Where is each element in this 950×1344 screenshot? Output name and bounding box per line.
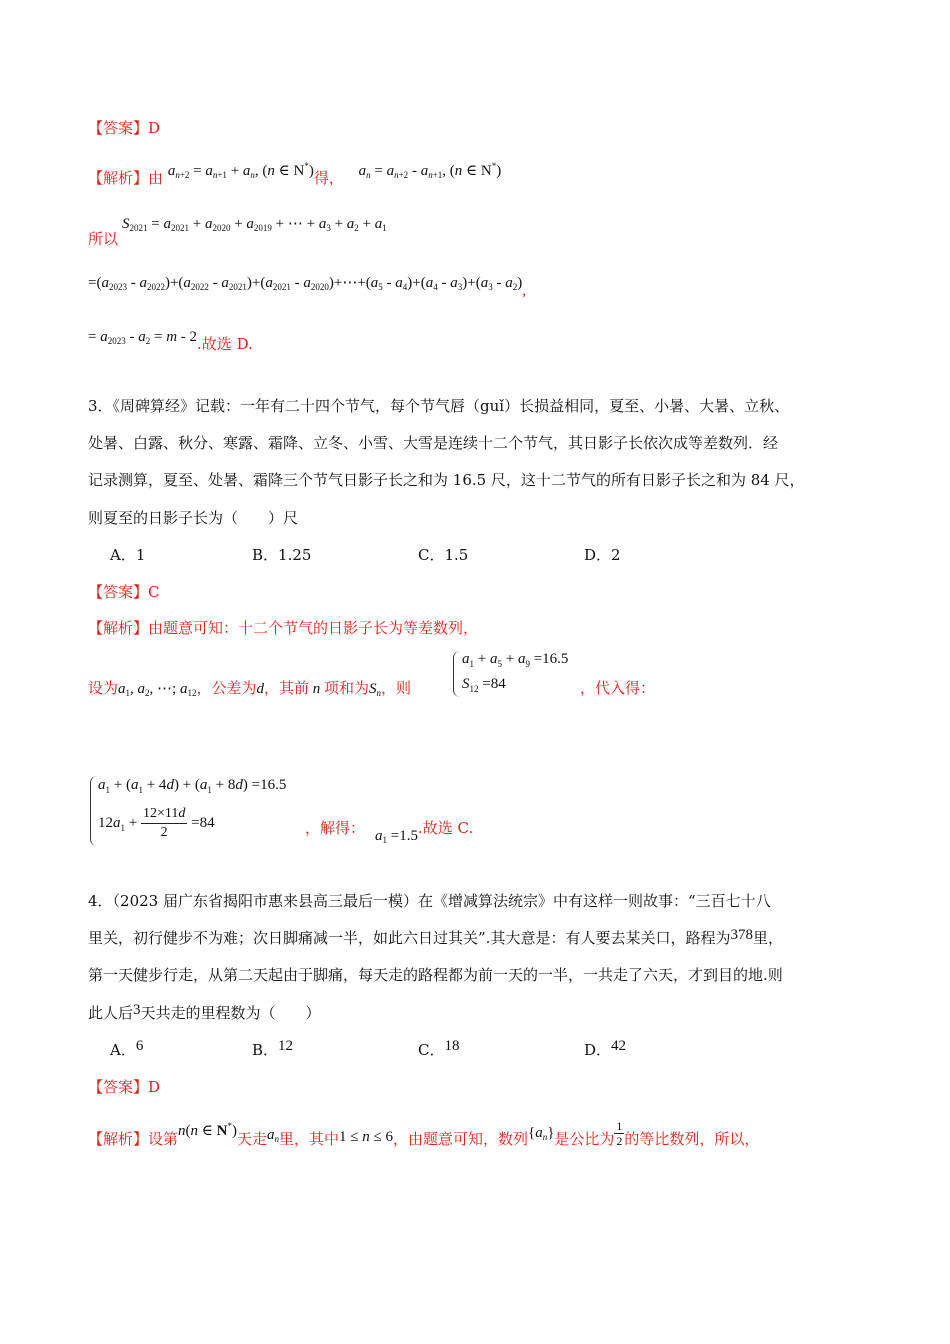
q3-text-1 xyxy=(88,395,789,417)
q4-answer-value: D xyxy=(148,1078,161,1096)
q4-answer-line xyxy=(88,1076,160,1098)
system-1-row-1: $a_1 + a_5 + a_9 =16.5$ xyxy=(462,651,569,669)
q4-analysis-line xyxy=(88,1118,760,1155)
q4-a-1: 设第 xyxy=(148,1130,179,1148)
q3-option-b: B．1.25 xyxy=(252,546,312,564)
sequence-an: $\{a_n\}$ xyxy=(528,1125,555,1142)
result-formula: = $a_{2023} - a_2 = m - 2$ xyxy=(88,329,198,346)
q4-text-2c: 里， xyxy=(752,929,783,947)
q2-therefore: 所以 xyxy=(88,230,119,248)
q3-set-prefix: 设为 xyxy=(88,679,119,697)
sum-formula: $S_{2021} = a_{2021} + a_{2020} + a_{2019}$ + ⋯ + $a_3 + a_2 + a_1$ xyxy=(122,216,387,233)
q3-option-d: D．2 xyxy=(584,546,621,564)
q4-text-2a: 里关，初行健步不为难；次日脚痛减一半，如此六日过其关”.其大意是：有人要去某关口，路程为 xyxy=(88,929,731,947)
q3-answer-value: C xyxy=(148,583,160,601)
q3-text-3: 记录测算，夏至、处暑、霜降三个节气日影子长之和为 16.5 尺，这十二节气的所有日影子长之和为 84 尺， xyxy=(88,471,805,489)
analysis-label: 【解析】 xyxy=(88,619,149,637)
q3-set-mid2: ，其前 xyxy=(263,679,309,697)
fraction-12x11d-over-2: $\frac{12\times 11d}{2}$ xyxy=(142,806,186,840)
q4-a-2: 天走 xyxy=(236,1130,267,1148)
q4-text-4 xyxy=(88,1002,321,1025)
n-in-naturals: n(n ∈ N*) xyxy=(178,1121,237,1139)
system-brace-1 xyxy=(453,651,460,697)
q3-set-sub: ，代入得： xyxy=(580,679,656,697)
a-n: $a_n$ xyxy=(267,1127,279,1144)
q2-result-line xyxy=(88,329,253,360)
q2-choose: .故选 D. xyxy=(197,335,253,353)
q2-analysis-line xyxy=(88,163,501,194)
q4-number: 4． xyxy=(88,892,113,910)
q3-choose: .故选 C. xyxy=(417,819,474,837)
q3-text-1-content: 《周碑算经》记载：一年有二十四个节气，每个节气唇（guǐ）长损益相同，夏至、小暑、大暑、立秋、 xyxy=(112,397,790,415)
q4-text-1-content: （2023 届广东省揭阳市惠来县高三最后一模）在《增减算法统宗》中有这样一则故事：“三百七十八 xyxy=(112,892,771,910)
system-2-row-2: $12a_1$ + $\frac{12\times 11d}{2}$ =84 xyxy=(98,806,215,840)
answer-label: 【答案】 xyxy=(88,583,149,601)
q4-days: 3 xyxy=(133,1002,141,1018)
n-range: 1 ≤ n ≤ 6 xyxy=(339,1129,393,1145)
q4-text-4c: 天共走的里程数为（ ） xyxy=(140,1004,321,1022)
ratio-one-half: $\frac{1}{2}$ xyxy=(616,1118,623,1148)
q3-set-mid3: 项和为 xyxy=(323,679,369,697)
n-variable: n xyxy=(312,681,321,697)
q4-option-c: C．18 xyxy=(418,1038,460,1059)
q3-set-line xyxy=(88,677,411,704)
recurrence-formula: $a_{n+2} = a_{n+1} + a_n$, (n ∈ N*) xyxy=(167,161,314,180)
system-1-row-2: $S_{12} =84$ xyxy=(462,676,506,694)
q4-option-b: B．12 xyxy=(252,1038,294,1059)
q4-option-d: D．42 xyxy=(584,1038,627,1059)
q3-text-4: 则夏至的日影子长为（ ）尺 xyxy=(88,509,299,527)
q4-text-1 xyxy=(88,890,771,912)
q3-analysis-1: 由题意可知：十二个节气的日影子长为等差数列， xyxy=(148,619,479,637)
rearranged-formula: $a_n = a_{n+2} - a_{n+1}$, (n ∈ N*) xyxy=(358,161,502,180)
q3-answer-line xyxy=(88,581,160,603)
q3-option-a: A．1 xyxy=(110,546,146,564)
telescoping-formula: $=(a_{2023} - a_{2022})+(a_{2022} - a_{2021})+(a_{2021}$ - $a_{2020})+\cdots+(a_5 - a_4)+(a_4 - a_3)+(a_3 - a_2)$, xyxy=(88,275,526,299)
q4-a-3: 里，其中 xyxy=(279,1130,340,1148)
q2-answer-value: D xyxy=(148,119,161,137)
q4-a-4: ，由题意可知，数列 xyxy=(392,1130,528,1148)
q3-solve: ，解得： xyxy=(305,819,366,837)
q4-distance: 378 xyxy=(730,927,753,943)
q4-a-5: 是公比为 xyxy=(554,1130,615,1148)
q3-text-2: 处暑、白露、秋分、寒露、霜降、立冬、小雪、大雪是连续十二个节气，其日影子长依次成等差数列．经 xyxy=(88,434,779,452)
analysis-label: 【解析】 xyxy=(88,169,149,187)
q3-set-then: ，则 xyxy=(380,679,411,697)
q2-by: 由 xyxy=(148,169,164,187)
q4-text-4a: 此人后 xyxy=(88,1004,134,1022)
q3-solve-line xyxy=(305,817,473,844)
q4-a-6: 的等比数列，所以， xyxy=(624,1130,760,1148)
q2-get: 得， xyxy=(313,169,344,187)
system-2-row-1: $a_1 + (a_1 + 4d) + (a_1 + 8d) =16.5$ xyxy=(98,777,287,795)
q4-text-3: 第一天健步行走，从第二天起由于脚痛，每天走的路程都为前一天的一半，一共走了六天，才到目的地.则 xyxy=(88,966,783,984)
s-n: $S_n$ xyxy=(368,681,381,698)
common-difference: d xyxy=(256,681,264,697)
system-brace-2 xyxy=(90,776,97,846)
a1-value: $a_1 =1.5$ xyxy=(375,828,418,845)
q3-set-mid: ，公差为 xyxy=(196,679,257,697)
q4-text-2 xyxy=(88,927,783,950)
q4-option-a: A．6 xyxy=(110,1038,144,1059)
sequence-terms: $a_1$, $a_2$, ⋯; $a_{12}$ xyxy=(118,681,197,698)
q3-analysis-line xyxy=(88,617,478,639)
q3-option-c: C．1.5 xyxy=(418,546,469,564)
q3-number: 3． xyxy=(88,397,113,415)
analysis-label: 【解析】 xyxy=(88,1130,149,1148)
q2-answer-line xyxy=(88,117,160,139)
answer-label: 【答案】 xyxy=(88,119,149,137)
answer-label: 【答案】 xyxy=(88,1078,149,1096)
